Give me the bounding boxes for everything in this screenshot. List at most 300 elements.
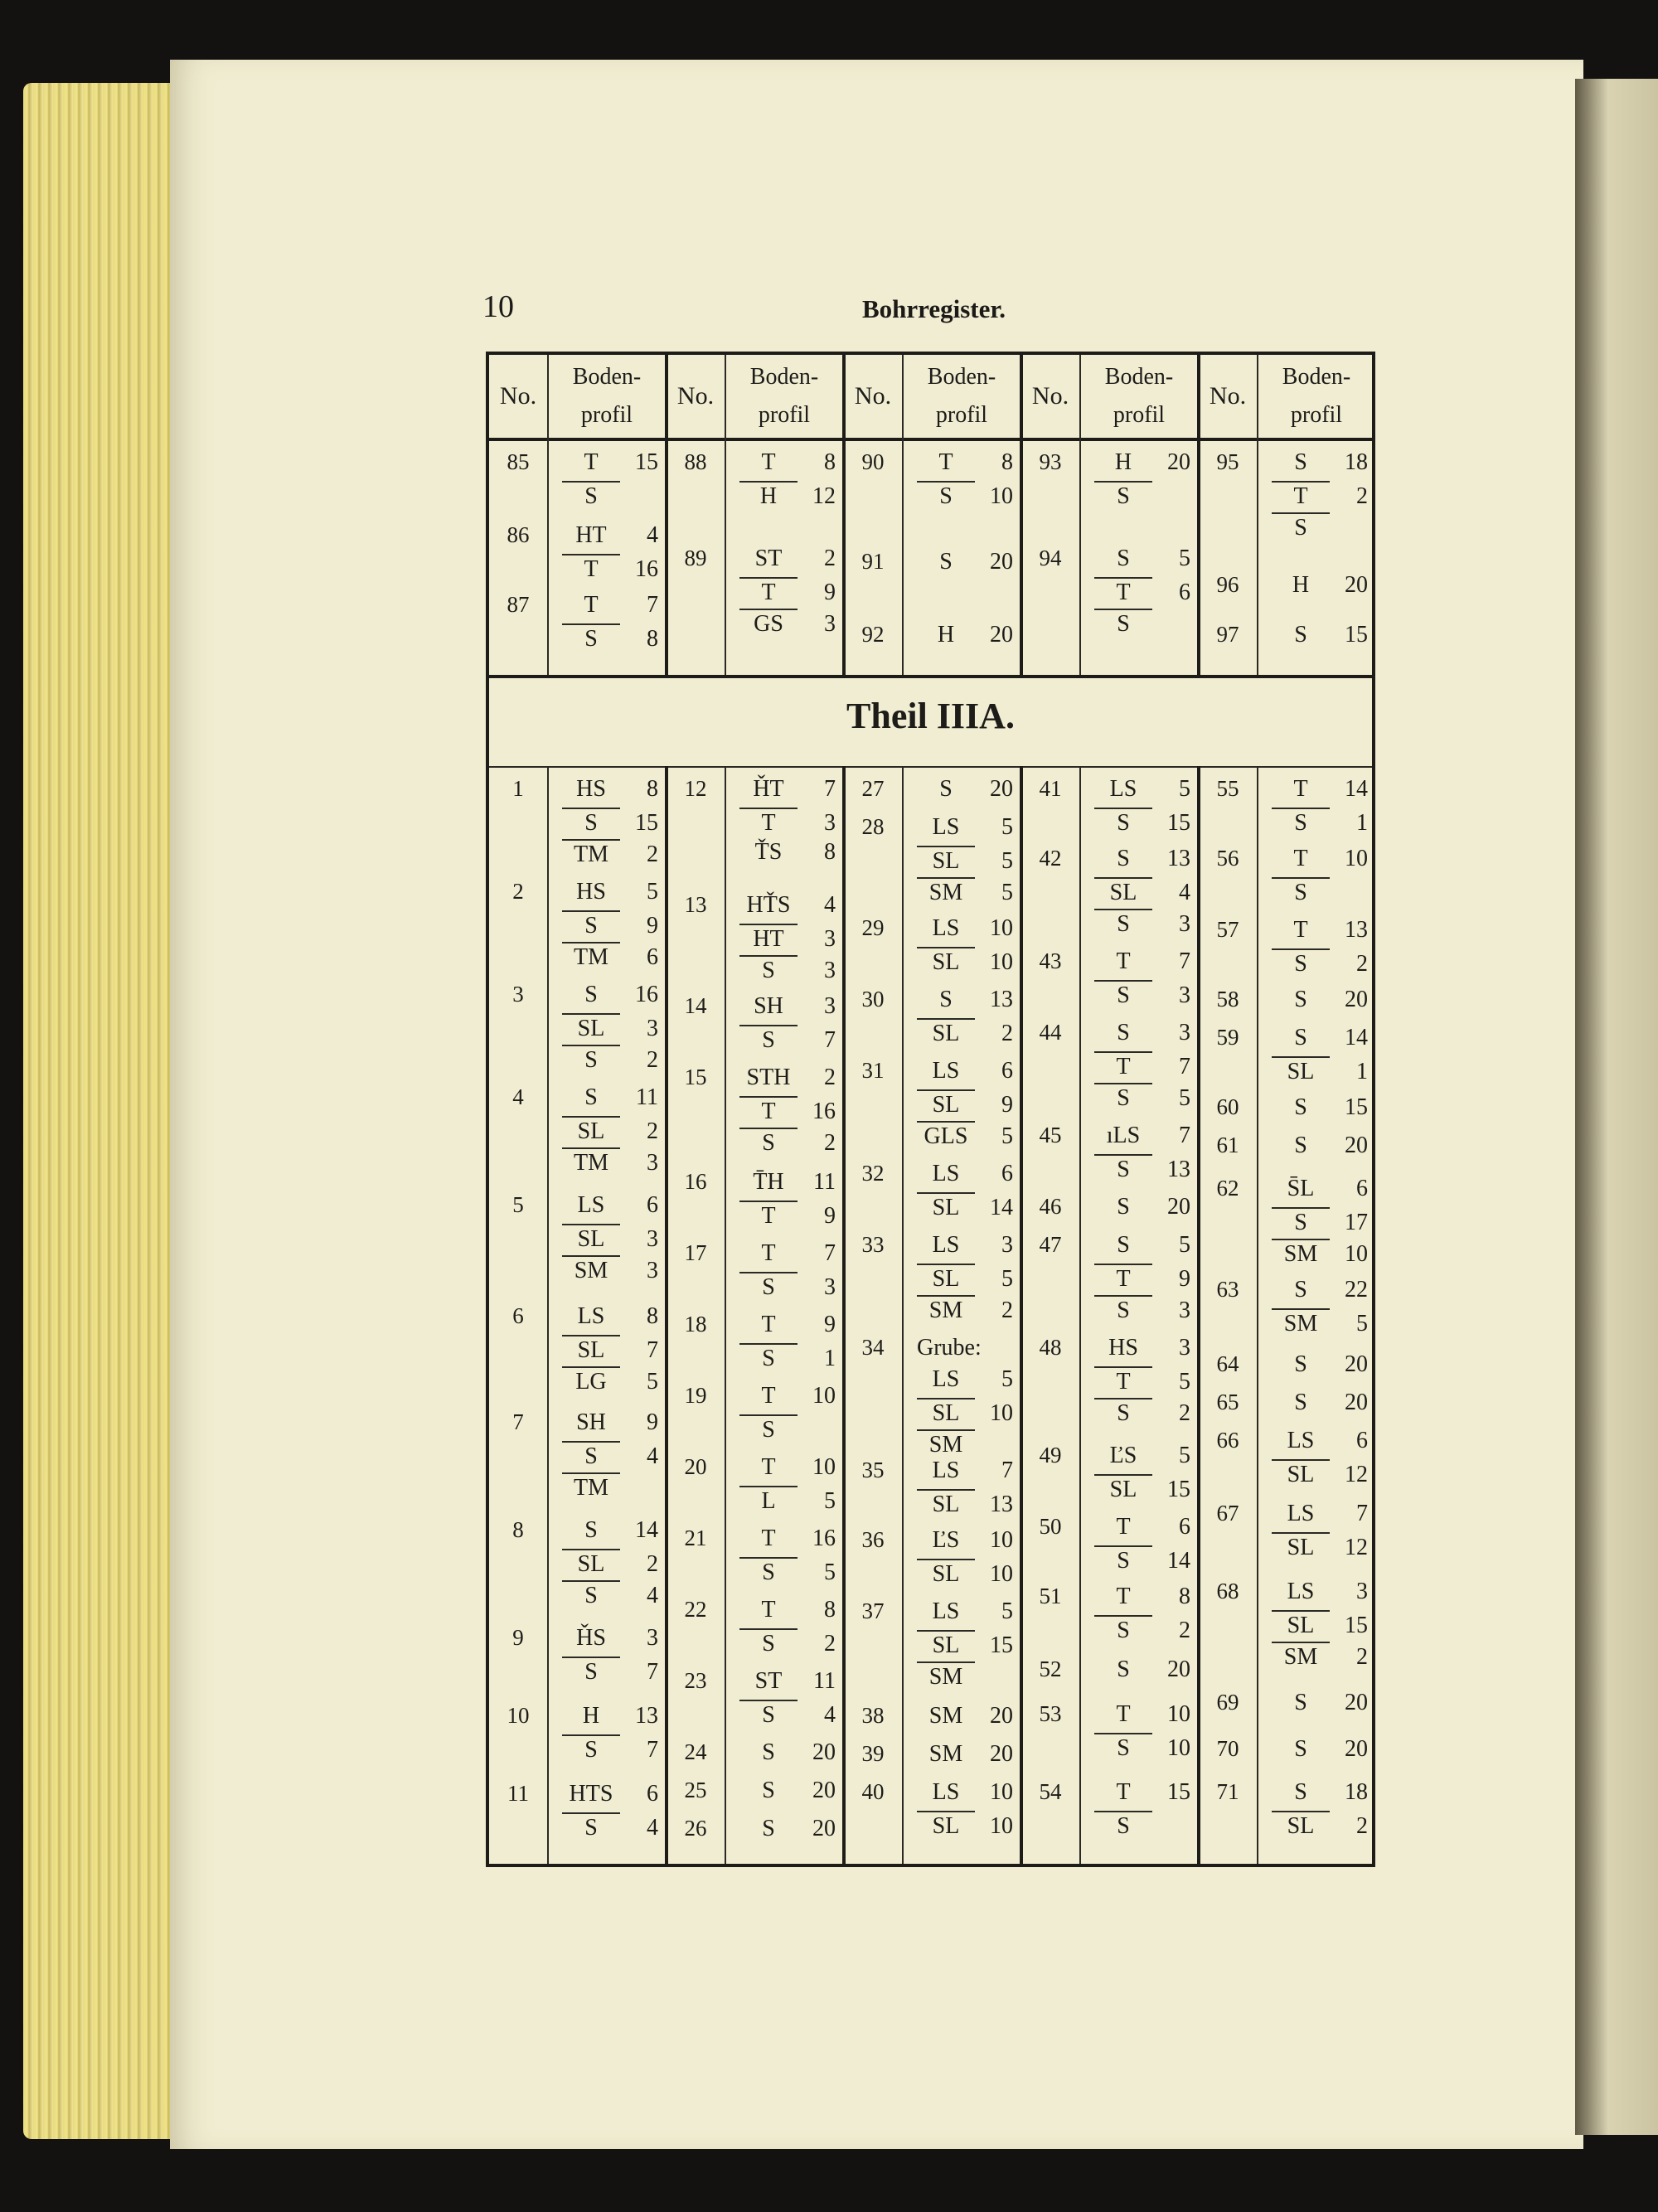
group-divider [1020,766,1023,1864]
layer-thickness: 20 [812,1816,836,1841]
layer-thickness: 9 [647,1409,658,1435]
layer-soil-code: ST [754,1668,783,1694]
layer-thickness: 4 [647,1583,658,1608]
bore-number: 58 [1216,987,1239,1011]
layer-thickness: 6 [647,944,658,970]
bore-number: 15 [684,1065,707,1089]
layer-thickness: 5 [1001,1123,1013,1149]
profile-layer [1272,1277,1368,1308]
soil-profile [739,1454,836,1517]
profile-layer [917,1559,1013,1590]
layer-soil-code: T [761,1312,776,1337]
bore-number: 29 [861,915,885,940]
layer-thickness: 3 [1179,911,1190,937]
profile-layer [739,577,836,609]
profile-layer [1094,808,1190,839]
layer-soil-code: S̄L [1287,1176,1315,1201]
layer-soil-code: S [1294,1390,1307,1415]
bore-number: 92 [861,622,885,647]
profile-layer [739,1454,836,1486]
profile-layer [739,1201,836,1232]
bore-number: 67 [1216,1501,1239,1526]
soil-profile [562,522,658,585]
layer-thickness: 3 [1179,1298,1190,1323]
profile-layer [739,1597,836,1628]
layer-thickness: 9 [824,580,836,605]
layer-thickness: 5 [1179,1085,1190,1111]
bore-number: 49 [1039,1443,1062,1467]
layer-soil-code: T [761,1526,776,1551]
column-divider [1079,355,1081,675]
soil-profile [1094,449,1190,512]
layer-thickness: 3 [824,926,836,952]
bore-number: 47 [1039,1232,1062,1257]
bore-number: 19 [684,1383,707,1408]
layer-soil-code: S [1294,449,1307,475]
layer-thickness: 14 [635,1517,658,1543]
layer-thickness: 15 [635,810,658,836]
soil-profile [562,1625,658,1688]
layer-soil-code: T [739,577,797,606]
profile-layer [739,1128,836,1159]
layer-soil-code: HŤS [746,892,791,918]
profile-layer [739,1065,836,1096]
soil-profile [1094,1443,1190,1506]
layer-thickness: 3 [647,1226,658,1252]
profile-layer [1094,481,1190,512]
header-profile [1079,355,1199,438]
profile-layer [562,522,658,554]
soil-profile [917,1703,1013,1734]
layer-thickness: 20 [990,776,1013,802]
layer-soil-code: T [739,1201,797,1230]
layer-soil-code: LS [932,1779,960,1805]
layer-soil-code: S [939,987,953,1012]
layer-thickness: 1 [1356,1059,1368,1084]
layer-soil-code: S [739,1272,797,1301]
soil-profile [739,1778,836,1809]
layer-soil-code: S [562,1734,620,1763]
profile-layer [739,892,836,924]
profile-layer [562,1335,658,1366]
layer-thickness: 13 [1167,1157,1190,1182]
profile-layer [562,623,658,655]
soil-profile [1272,917,1368,980]
bore-number: 71 [1216,1779,1239,1804]
profile-layer [739,924,836,955]
profile-layer [917,1703,1013,1734]
layer-soil-code: S [1272,948,1330,977]
layer-thickness: 18 [1345,1779,1368,1805]
bore-number: 11 [507,1781,529,1806]
profile-layer [1094,1020,1190,1051]
group-divider [1020,355,1023,675]
soil-profile [1272,846,1368,909]
layer-soil-code: S [1294,1025,1307,1050]
profile-layer [1094,449,1190,481]
layer-soil-code: S [1294,1351,1307,1377]
layer-soil-code: S [739,1557,797,1586]
bore-number: 69 [1216,1690,1239,1715]
layer-soil-code: S [1117,546,1130,571]
layer-soil-code: T [1116,948,1131,974]
layer-soil-code: T [1094,577,1152,606]
bore-number: 37 [861,1598,885,1623]
layer-thickness: 8 [647,626,658,652]
profile-layer [1094,1779,1190,1811]
layer-thickness: 2 [1179,1618,1190,1643]
profile-layer [917,1598,1013,1630]
layer-thickness: 2 [1001,1021,1013,1046]
profile-layer [562,449,658,481]
layer-thickness: 20 [1167,1194,1190,1220]
running-title: Bohrregister. [862,294,1006,323]
profile-layer [562,1441,658,1472]
layer-thickness: 2 [1179,1400,1190,1426]
profile-layer [917,846,1013,877]
group-divider [665,355,668,675]
profile-layer [739,955,836,987]
profile-layer [739,546,836,577]
layer-thickness: 22 [1345,1277,1368,1302]
layer-soil-code: T [739,1096,797,1125]
layer-soil-code: SL [562,1549,620,1578]
layer-thickness: 15 [990,1632,1013,1658]
bore-number: 51 [1039,1584,1062,1608]
profile-layer [1272,877,1368,909]
layer-soil-code: T [938,449,953,475]
layer-thickness: 6 [1356,1428,1368,1453]
soil-profile [1094,1584,1190,1647]
layer-thickness: 11 [636,1084,658,1110]
soil-profile [739,546,836,640]
bore-number: 59 [1216,1025,1239,1050]
profile-layer [739,1739,836,1771]
layer-thickness: 3 [824,993,836,1019]
bore-number: 30 [861,987,885,1011]
soil-profile [1094,776,1190,839]
layer-thickness: 3 [647,1258,658,1283]
bore-number: 6 [512,1303,524,1328]
layer-soil-code: T [584,449,599,475]
profile-layer [917,915,1013,947]
layer-soil-code: S [1272,808,1330,837]
layer-soil-code: S [562,1045,620,1074]
header-profile-label: Boden- profil [1104,364,1174,428]
profile-layer [917,1018,1013,1050]
bore-number: 42 [1039,846,1062,871]
layer-soil-code: S [1094,1811,1152,1840]
layer-thickness: 20 [812,1778,836,1803]
bore-number: 56 [1216,846,1239,871]
profile-layer [1272,917,1368,948]
layer-thickness: 14 [1167,1548,1190,1574]
layer-soil-code: S [1294,1133,1307,1158]
layer-thickness: 7 [824,1240,836,1266]
layer-soil-code: HS [1108,1335,1138,1361]
layer-soil-code: S [1094,909,1152,938]
layer-soil-code: LS [932,1366,960,1392]
bore-number: 39 [861,1741,885,1766]
soil-profile [739,892,836,987]
soil-profile [917,776,1013,808]
layer-thickness: 5 [1356,1311,1368,1336]
layer-soil-code: H [1292,572,1310,598]
column-divider [547,355,549,675]
bore-number: 38 [861,1703,885,1728]
group-divider [1197,355,1200,675]
bore-number: 46 [1039,1194,1062,1219]
soil-profile [562,1303,658,1398]
bore-number: 12 [684,776,707,801]
layer-thickness: 11 [813,1668,836,1694]
layer-soil-code: S [1294,1690,1307,1715]
profile-layer [562,1549,658,1580]
bore-number: 34 [861,1335,885,1360]
layer-soil-code: S [917,481,975,510]
layer-thickness: 15 [1167,1779,1190,1805]
layer-soil-code: T [1116,1701,1131,1727]
layer-thickness: 4 [647,1443,658,1469]
bore-number: 65 [1216,1390,1239,1414]
profile-layer [917,1458,1013,1489]
bore-number: 28 [861,814,885,839]
layer-soil-code: SL [1272,1459,1330,1488]
header-no: No. [676,382,715,410]
soil-profile [739,776,836,871]
profile-layer [1094,948,1190,980]
profile-layer [1094,1366,1190,1398]
layer-thickness: 15 [1167,1477,1190,1502]
column-divider [1257,355,1258,675]
layer-soil-code: S [562,1441,620,1470]
layer-soil-code: S [1094,481,1152,510]
profile-layer [739,1816,836,1847]
layer-soil-code: T [1116,1514,1131,1540]
bore-number: 2 [512,879,524,904]
profile-layer [917,1811,1013,1842]
profile-layer [917,1398,1020,1429]
layer-thickness: 3 [824,611,836,637]
bore-number: 33 [861,1232,885,1257]
profile-layer [1272,1501,1368,1532]
layer-soil-code: S [739,1343,797,1372]
profile-layer [1094,1264,1190,1295]
layer-soil-code: H [739,481,797,510]
layer-thickness: 16 [635,556,658,582]
layer-soil-code: S [1117,1232,1130,1258]
layer-soil-code: H [582,1703,600,1729]
profile-layer [917,1264,1013,1295]
soil-profile [562,1409,658,1504]
layer-thickness: 20 [990,549,1013,575]
soil-profile [562,982,658,1076]
bore-number: 17 [684,1240,707,1265]
profile-layer [1094,1295,1190,1327]
layer-soil-code: S [762,1778,775,1803]
profile-layer [1272,1207,1368,1239]
profile-layer [917,1366,1020,1398]
layer-soil-code: SL [562,1224,620,1253]
layer-thickness: 10 [1345,846,1368,871]
soil-profile [1094,546,1190,640]
profile-layer [1094,1701,1190,1733]
profile-layer [1094,1051,1190,1083]
layer-soil-code: ȞT [753,776,784,802]
layer-soil-code: T [739,808,797,837]
layer-soil-code: S [1094,609,1152,638]
profile-layer [917,1192,1013,1224]
layer-soil-code: S [762,1739,775,1765]
profile-layer [739,1096,836,1128]
layer-thickness: 10 [812,1383,836,1409]
profile-layer [562,1084,658,1116]
profile-layer [917,1630,1013,1661]
layer-soil-code: S [1094,808,1152,837]
profile-layer [1094,1474,1190,1506]
profile-layer [562,1580,658,1612]
layer-thickness: 8 [647,776,658,802]
layer-thickness: 3 [824,958,836,983]
layer-soil-code: SL [562,1013,620,1042]
bore-number: 9 [512,1625,524,1650]
layer-thickness: 2 [824,1065,836,1090]
layer-soil-code: S [1294,987,1307,1012]
bore-number: 16 [684,1169,707,1194]
soil-profile [917,1232,1013,1327]
layer-soil-code: ST [754,546,783,571]
layer-thickness: 20 [1345,572,1368,598]
bore-number: 89 [684,546,707,570]
bore-number: 63 [1216,1277,1239,1302]
layer-soil-code: TM [562,1472,620,1501]
bore-number: 14 [684,993,707,1018]
profile-layer [562,1472,658,1504]
layer-thickness: 5 [1001,848,1013,874]
bore-number: 43 [1039,948,1062,973]
layer-thickness: 14 [1345,1025,1368,1050]
layer-soil-code: S [739,1128,797,1157]
profile-layer [1094,1194,1190,1225]
layer-soil-code: T [1293,776,1308,802]
layer-thickness: 7 [1179,1123,1190,1148]
soil-profile [1272,776,1368,839]
profile-layer [1094,609,1190,640]
layer-thickness: 7 [1179,1054,1190,1079]
layer-soil-code: Grube: [917,1335,982,1361]
profile-layer [1094,1398,1190,1429]
layer-soil-code: T [761,1597,776,1623]
soil-profile [739,1312,836,1375]
layer-thickness: 10 [990,1527,1013,1553]
profile-layer [562,554,658,585]
layer-soil-code: ĽS [932,1527,960,1553]
layer-soil-code: SL [1272,1610,1330,1639]
layer-thickness: 20 [1167,449,1190,475]
profile-layer [917,1058,1013,1089]
layer-thickness: 7 [1356,1501,1368,1526]
soil-profile [1272,1736,1368,1768]
soil-profile [917,1598,1013,1693]
layer-thickness: 12 [1345,1462,1368,1487]
layer-soil-code: ĽS [1109,1443,1137,1468]
layer-soil-code: S [1094,1154,1152,1183]
bore-number: 48 [1039,1335,1062,1360]
layer-thickness: 20 [1167,1657,1190,1682]
layer-thickness: 10 [1345,1241,1368,1267]
bore-number: 18 [684,1312,707,1336]
soil-profile [1094,1335,1190,1429]
layer-soil-code: LS [932,1598,960,1624]
profile-layer [562,839,658,871]
soil-profile [562,592,658,655]
layer-thickness: 3 [647,1016,658,1041]
soil-profile [1272,1176,1368,1270]
soil-profile [1094,1657,1190,1688]
layer-soil-code: S [1094,1295,1152,1324]
group-divider [1197,766,1200,1864]
soil-profile [917,915,1013,978]
header-profile [547,355,667,438]
layer-soil-code: SM [1272,1239,1330,1268]
soil-profile [1094,846,1190,940]
layer-soil-code: HTS [569,1781,613,1807]
profile-layer [739,1169,836,1201]
bore-number: 70 [1216,1736,1239,1761]
profile-layer [1094,577,1190,609]
layer-soil-code: SM [1272,1642,1330,1671]
layer-thickness: 2 [1001,1298,1013,1323]
layer-soil-code: T [1094,1264,1152,1293]
profile-layer [739,1486,836,1517]
profile-layer [739,1025,836,1056]
layer-soil-code: T [1293,917,1308,943]
soil-profile [739,1668,836,1731]
layer-thickness: 5 [1179,1443,1190,1468]
layer-soil-code: LS [577,1303,605,1329]
bore-number: 40 [861,1779,885,1804]
profile-layer [1272,1133,1368,1164]
soil-profile [739,1816,836,1847]
layer-soil-code: LS [932,915,960,941]
bore-number: 5 [512,1192,524,1217]
layer-soil-code: GS [739,609,797,638]
soil-profile [1272,1094,1368,1126]
profile-layer [562,1781,658,1812]
bore-number: 4 [512,1084,524,1109]
layer-soil-code: S [562,808,620,837]
layer-soil-code: SL [917,947,975,976]
layer-soil-code: S [584,1517,598,1543]
layer-thickness: 3 [1001,1232,1013,1258]
profile-layer [562,1013,658,1045]
layer-thickness: 3 [1179,1335,1190,1361]
bore-number: 97 [1216,622,1239,647]
layer-thickness: 18 [1345,449,1368,475]
layer-thickness: 5 [1179,546,1190,571]
layer-thickness: 5 [1179,776,1190,802]
bore-number: 20 [684,1454,707,1479]
layer-thickness: 7 [647,1337,658,1363]
soil-profile [917,987,1013,1050]
profile-layer [1094,1335,1190,1366]
column-divider [725,355,726,675]
profile-layer [739,1557,836,1589]
layer-thickness: 3 [1179,982,1190,1008]
layer-soil-code: STH [746,1065,791,1090]
soil-profile [1094,948,1190,1011]
profile-layer [1094,1811,1190,1842]
